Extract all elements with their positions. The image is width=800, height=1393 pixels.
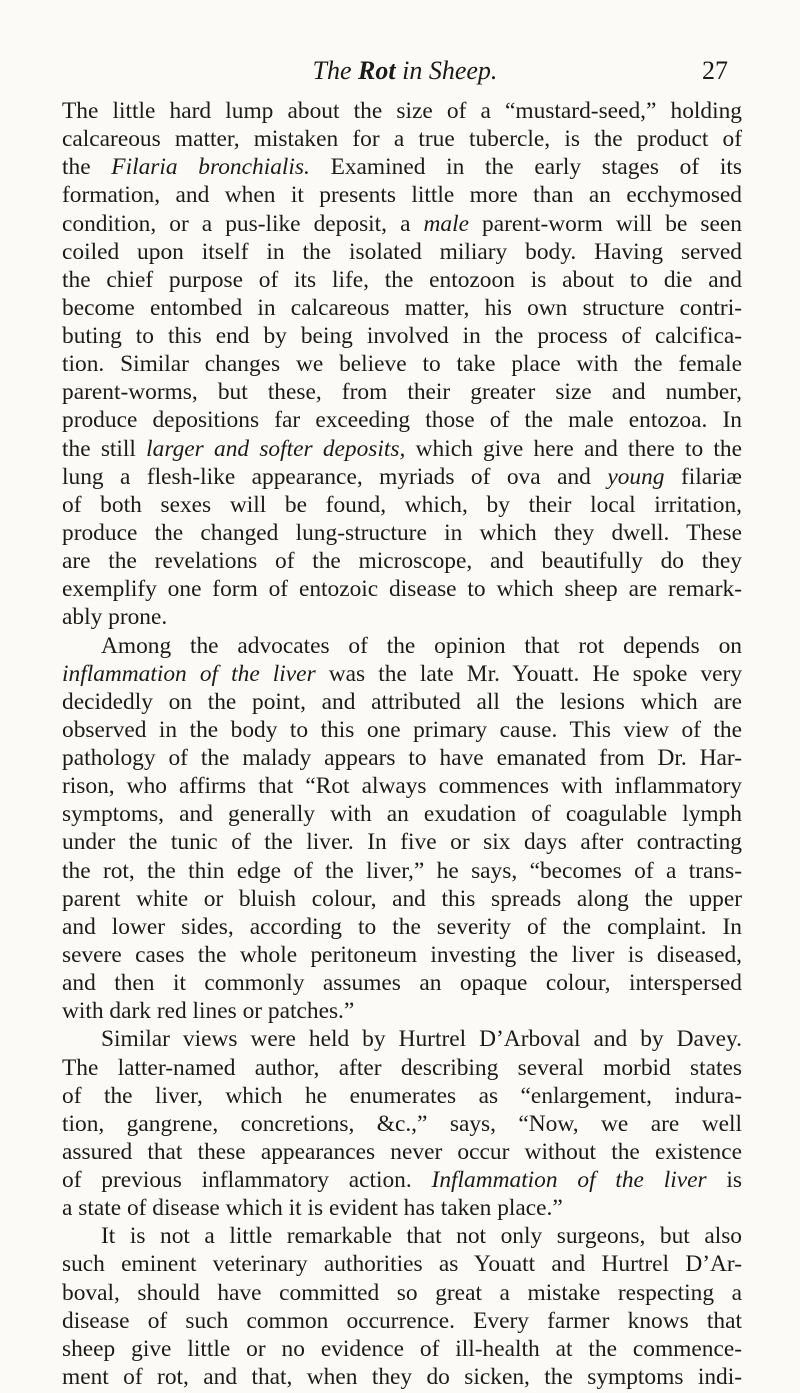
text-line: formation, and when it presents little more than an ecchymosed <box>62 182 742 209</box>
text-run: of previous inflammatory action. <box>62 1167 432 1194</box>
text-line: buting to this end by being involved in the process of calcifica- <box>62 323 742 350</box>
emphasis: Inflammation of the liver <box>431 1167 707 1194</box>
paragraph-start: Among the advocates of the opinion that rot depends on <box>101 632 742 659</box>
text-line: tion. Similar changes we believe to take place with the female <box>62 351 742 378</box>
text-run: is <box>706 1167 742 1194</box>
text-line: ment of rot, and that, when they do sicken, the symptoms indi- <box>62 1364 742 1390</box>
text-line <box>62 153 742 181</box>
text-run: lung a flesh-like appearance, myriads of ova and <box>62 463 608 490</box>
text-line: decidedly on the point, and attributed all the lesions which are <box>62 688 742 715</box>
text-run: which give here and there to the <box>405 435 743 462</box>
text-line: with dark red lines or patches.” <box>62 998 355 1025</box>
text-run: the <box>62 154 112 181</box>
text-line: calcareous matter, mistaken for a true tubercle, is the product of <box>62 126 742 153</box>
text-run: the still <box>62 435 147 462</box>
running-title-rot: Rot <box>358 56 396 85</box>
emphasis: male <box>423 210 469 237</box>
text-line: and lower sides, according to the severity of the complaint. In <box>62 913 742 940</box>
text-line: rison, who affirms that “Rot always commences with inflammatory <box>62 773 742 800</box>
text-line: The little hard lump about the size of a “mustard-seed,” holding <box>62 98 742 124</box>
text-run: Examined in the early stages of its <box>309 154 742 181</box>
text-line: ably prone. <box>62 604 168 631</box>
text-line: The latter-named author, after describing several morbid states <box>62 1054 742 1081</box>
text-line <box>62 1166 742 1194</box>
text-run: was the late Mr. Youatt. He spoke very <box>315 660 743 687</box>
text-line: boval, should have committed so great a mistake respecting a <box>62 1279 742 1306</box>
text-line: severe cases the whole peritoneum investing the liver is diseased, <box>62 942 742 968</box>
text-line: parent white or bluish colour, and this spreads along the upper <box>62 885 742 912</box>
running-head <box>0 56 800 90</box>
text-line: of the liver, which he enumerates as “enlargement, indura- <box>62 1082 742 1109</box>
text-line: under the tunic of the liver. In five or six days after contracting <box>62 829 742 856</box>
emphasis: inflammation of the liver <box>62 660 316 687</box>
text-line: parent-worms, but these, from their greater size and number, <box>62 379 742 406</box>
text-line: exemplify one form of entozoic disease to which sheep are remark- <box>62 576 742 603</box>
species-name: Filaria bronchialis. <box>111 154 310 181</box>
text-line: of both sexes will be found, which, by their local irritation, <box>62 491 742 518</box>
text-line: the chief purpose of its life, the entozoon is about to die and <box>62 266 742 293</box>
emphasis: young <box>607 463 665 490</box>
text-line: and then it commonly assumes an opaque colour, interspersed <box>62 970 742 997</box>
running-title-part: in Sheep. <box>395 56 498 85</box>
text-line: become entombed in calcareous matter, his own structure contri- <box>62 294 742 321</box>
text-line: produce depositions far exceeding those of the male entozoa. In <box>62 407 742 434</box>
text-line: the rot, the thin edge of the liver,” he says, “becomes of a trans- <box>62 857 742 884</box>
text-line: symptoms, and generally with an exudation of coagulable lymph <box>62 801 742 828</box>
text-line <box>62 435 742 463</box>
text-run: filariæ <box>664 463 743 490</box>
page-number: 27 <box>702 56 728 85</box>
running-title <box>0 56 800 86</box>
text-line <box>62 660 742 688</box>
text-run: condition, or a pus-like deposit, a <box>62 210 424 237</box>
running-title-part: The <box>312 56 359 85</box>
text-line: assured that these appearances never occur without the existence <box>62 1138 742 1165</box>
text-line: pathology of the malady appears to have emanated from Dr. Har- <box>62 745 742 772</box>
text-line: produce the changed lung-structure in which they dwell. These <box>62 520 742 546</box>
paragraph-start: It is not a little remarkable that not only surgeons, but also <box>101 1223 742 1250</box>
paragraph-start: Similar views were held by Hurtrel D’Arboval and by Davey. <box>101 1026 742 1053</box>
text-line <box>62 463 742 491</box>
text-line: a state of disease which it is evident has taken place.” <box>62 1195 563 1222</box>
text-line: sheep give little or no evidence of ill-health at the commence- <box>62 1335 742 1362</box>
text-line <box>62 210 742 238</box>
text-line: such eminent veterinary authorities as Youatt and Hurtrel D’Ar- <box>62 1251 742 1278</box>
text-line: coiled upon itself in the isolated miliary body. Having served <box>62 238 742 265</box>
text-line: tion, gangrene, concretions, &c.,” says, “Now, we are well <box>62 1110 742 1137</box>
text-line: disease of such common occurrence. Every farmer knows that <box>62 1307 742 1334</box>
emphasis: larger and softer deposits, <box>146 435 406 462</box>
text-run: parent-worm will be seen <box>468 210 742 237</box>
text-line: observed in the body to this one primary cause. This view of the <box>62 716 742 743</box>
text-line: are the revelations of the microscope, and beautifully do they <box>62 548 742 575</box>
